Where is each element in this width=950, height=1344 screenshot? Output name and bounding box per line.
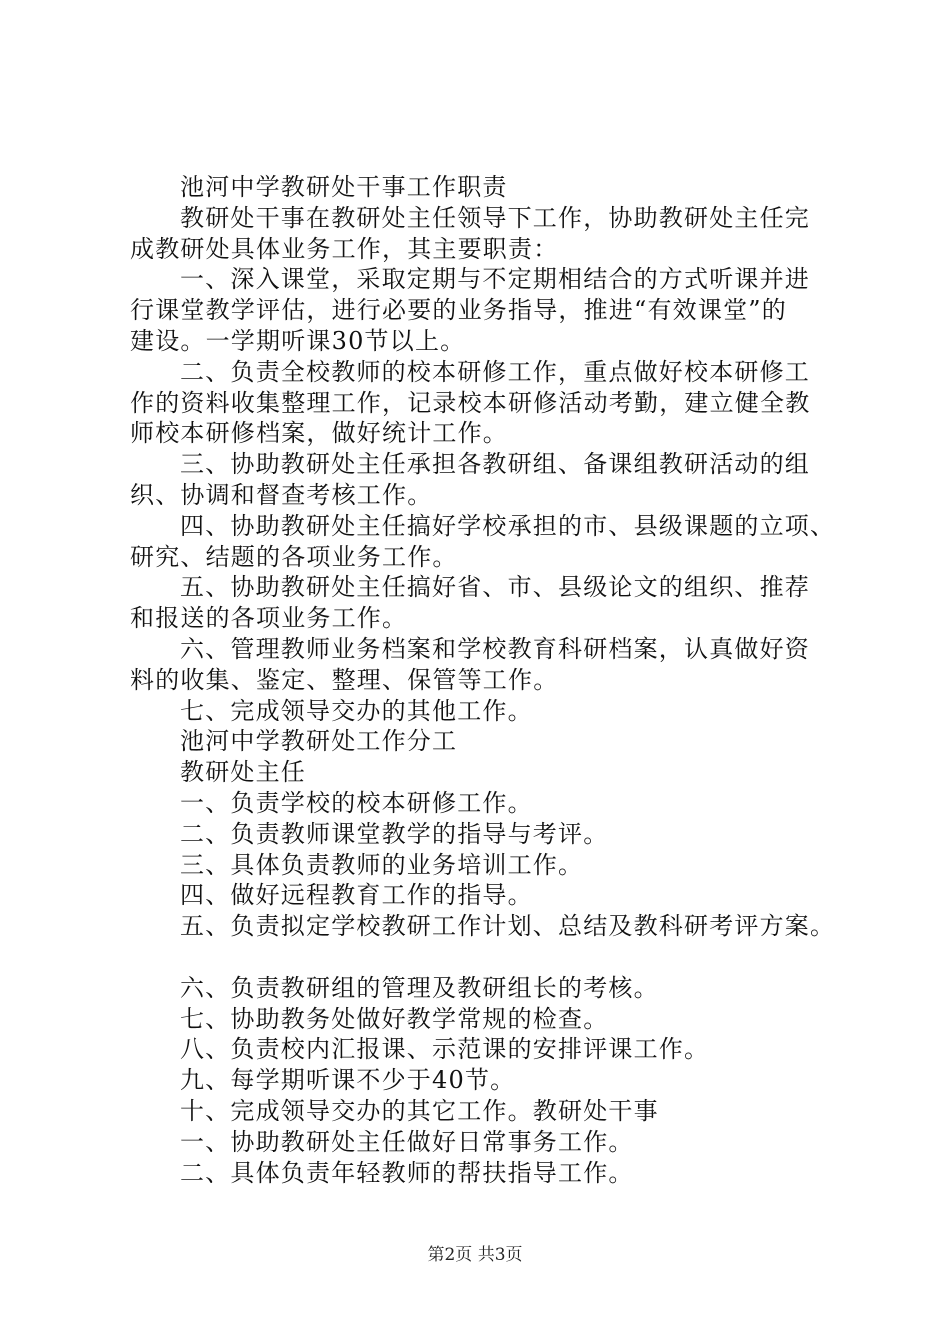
text-line	[130, 511, 840, 542]
text-line	[130, 1065, 840, 1096]
text-line	[130, 880, 840, 911]
line-text: 织、协调和督查考核工作。	[130, 480, 433, 509]
text-line	[130, 788, 840, 819]
text-line	[130, 1158, 840, 1189]
line-text: 二、具体负责年轻教师的帮扶指导工作。	[180, 1158, 634, 1187]
document-body	[130, 172, 840, 1188]
line-text: 一、深入课堂，采取定期与不定期相结合的方式听课并进	[180, 265, 810, 294]
text-line	[130, 1004, 840, 1035]
line-text: 五、负责拟定学校教研工作计划、总结及教科研考评方案。	[180, 912, 836, 941]
line-text: 建设。一学期听课30节以上。	[130, 326, 466, 355]
text-line	[130, 634, 840, 665]
text-line	[130, 850, 840, 881]
line-text: 四、协助教研处主任搞好学校承担的市、县级课题的立项、	[180, 511, 836, 540]
text-line	[130, 696, 840, 727]
line-text: 七、协助教务处做好教学常规的检查。	[180, 1004, 609, 1033]
line-text: 四、做好远程教育工作的指导。	[180, 881, 533, 910]
line-text: 料的收集、鉴定、整理、保管等工作。	[130, 665, 559, 694]
line-text: 研究、结题的各项业务工作。	[130, 542, 458, 571]
text-line	[130, 542, 840, 573]
text-line	[130, 665, 840, 696]
line-text: 作的资料收集整理工作，记录校本研修活动考勤，建立健全教	[130, 388, 811, 417]
page-number-label: 第2页 共3页	[427, 1245, 523, 1265]
line-text: 教研处干事在教研处主任领导下工作，协助教研处主任完	[180, 203, 810, 232]
line-text: 二、负责教师课堂教学的指导与考评。	[180, 819, 609, 848]
text-line	[130, 172, 840, 203]
text-line	[130, 326, 840, 357]
line-text: 教研处主任	[180, 758, 306, 787]
line-text: 师校本研修档案，做好统计工作。	[130, 419, 508, 448]
text-line	[130, 234, 840, 265]
text-line	[130, 449, 840, 480]
text-line	[130, 911, 840, 942]
line-text: 二、负责全校教师的校本研修工作，重点做好校本研修工	[180, 357, 810, 386]
line-text: 成教研处具体业务工作，其主要职责：	[130, 234, 559, 263]
text-line	[130, 418, 840, 449]
line-text: 八、负责校内汇报课、示范课的安排评课工作。	[180, 1035, 710, 1064]
text-line	[130, 295, 840, 326]
text-line	[130, 480, 840, 511]
line-text: 九、每学期听课不少于40节。	[180, 1066, 516, 1095]
line-text: 五、协助教研处主任搞好省、市、县级论文的组织、推荐	[180, 573, 810, 602]
text-line	[130, 1034, 840, 1065]
line-text: 十、完成领导交办的其它工作。教研处干事	[180, 1096, 659, 1125]
line-text: 三、协助教研处主任承担各教研组、备课组教研活动的组	[180, 450, 810, 479]
section-heading	[130, 726, 840, 757]
line-text: 三、具体负责教师的业务培训工作。	[180, 850, 584, 879]
text-line	[130, 572, 840, 603]
text-line	[130, 203, 840, 234]
page-footer	[0, 1240, 950, 1265]
line-text: 池河中学教研处工作分工	[180, 727, 458, 756]
text-line	[130, 357, 840, 388]
line-text: 和报送的各项业务工作。	[130, 604, 408, 633]
line-text: 七、完成领导交办的其他工作。	[180, 696, 533, 725]
line-text: 六、管理教师业务档案和学校教育科研档案，认真做好资	[180, 634, 810, 663]
line-text: 行课堂教学评估，进行必要的业务指导，推进“有效课堂”的	[130, 296, 787, 325]
line-text: 池河中学教研处干事工作职责	[180, 173, 508, 201]
text-line	[130, 1096, 840, 1127]
blank-line	[130, 942, 840, 973]
subsection-heading	[130, 757, 840, 788]
line-text: 六、负责教研组的管理及教研组长的考核。	[180, 973, 659, 1002]
text-line	[130, 388, 840, 419]
text-line	[130, 973, 840, 1004]
text-line	[130, 264, 840, 295]
line-text: 一、协助教研处主任做好日常事务工作。	[180, 1127, 634, 1156]
text-line	[130, 603, 840, 634]
text-line	[130, 819, 840, 850]
line-text: 一、负责学校的校本研修工作。	[180, 788, 533, 817]
text-line	[130, 1127, 840, 1158]
